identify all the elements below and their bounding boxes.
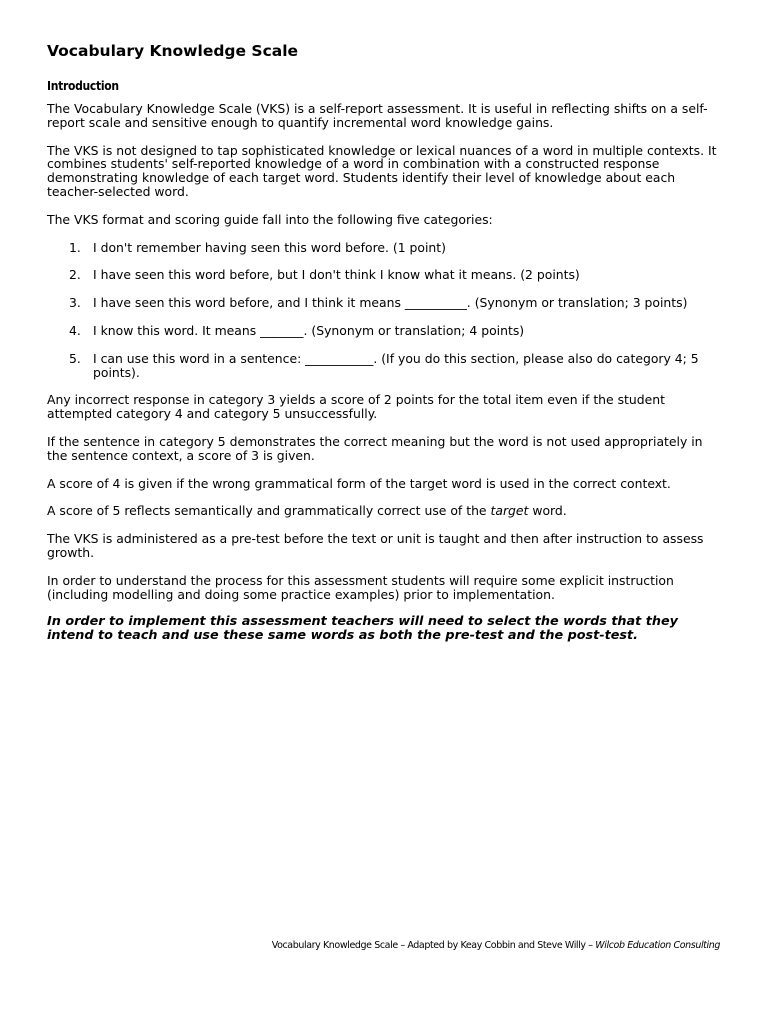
introduction-heading: Introduction xyxy=(47,79,119,93)
list-item-number: 1. xyxy=(69,239,81,255)
list-item-text: I can use this word in a sentence: ___________. (If you do this section, please also do category 4; 5 points). xyxy=(93,350,699,380)
document-title: Vocabulary Knowledge Scale xyxy=(47,42,299,60)
emphasis-paragraph: In order to implement this assessment teachers will need to select the words that they intend to teach and use these same words as both the pre-test and the post-test. xyxy=(47,614,679,644)
list-item-number: 5. xyxy=(69,350,81,366)
paragraph-instruction: In order to understand the process for this assessment students will require some explicit instruction (including modelling and doing some practice examples) prior to implementation. xyxy=(47,572,674,602)
paragraph-administration: The VKS is administered as a pre-test before the text or unit is taught and then after instruction to assess growth. xyxy=(47,531,704,560)
list-item xyxy=(47,241,723,255)
paragraph-score4-rule: A score of 4 is given if the wrong grammatical form of the target word is used in the correct context. xyxy=(47,475,671,491)
list-item-text: I have seen this word before, and I think it means __________. (Synonym or translation; 3 points) xyxy=(93,295,688,311)
paragraph-format-intro: The VKS format and scoring guide fall into the following five categories: xyxy=(47,211,493,227)
list-item-text: I don't remember having seen this word before. (1 point) xyxy=(93,239,446,255)
score5-italic-word: target xyxy=(490,503,529,519)
paragraph-vks-definition: The Vocabulary Knowledge Scale (VKS) is a self-report assessment. It is useful in reflecting shifts on a self-report scale and sensitive enough to quantify incremental word knowledge gains. xyxy=(47,101,708,130)
list-item xyxy=(47,296,723,310)
category-list xyxy=(47,241,723,380)
footer-company: Wilcob Education Consulting xyxy=(595,940,720,951)
score5-text-after: word. xyxy=(528,503,567,519)
list-item-number: 4. xyxy=(69,322,81,338)
list-item xyxy=(47,268,723,282)
document-page xyxy=(47,40,723,643)
paragraph-category3-rule: Any incorrect response in category 3 yields a score of 2 points for the total item even if the student attempted category 4 and category 5 unsuccessfully. xyxy=(47,392,665,422)
score5-text-before: A score of 5 reflects semantically and grammatically correct use of the xyxy=(47,503,491,519)
list-item-text: I know this word. It means _______. (Synonym or translation; 4 points) xyxy=(93,322,525,338)
paragraph-category5-rule: If the sentence in category 5 demonstrates the correct meaning but the word is not used appropriately in the sentence context, a score of 3 is given. xyxy=(47,433,703,463)
paragraph-score5-rule xyxy=(47,504,723,518)
page-footer xyxy=(272,940,720,951)
list-item-number: 2. xyxy=(69,267,81,283)
list-item xyxy=(47,324,723,338)
list-item-text: I have seen this word before, but I don't think I know what it means. (2 points) xyxy=(93,267,580,283)
footer-text: Vocabulary Knowledge Scale – Adapted by Keay Cobbin and Steve Willy – xyxy=(271,940,596,951)
paragraph-vks-design: The VKS is not designed to tap sophisticated knowledge or lexical nuances of a word in multiple contexts. It combines students' self-reported knowledge of a word in combination with a constructed response demonstrating knowledge of each target word. Students identify their level of knowledge about each teacher-selected word. xyxy=(47,142,717,199)
list-item-number: 3. xyxy=(69,295,81,311)
list-item xyxy=(47,352,723,380)
